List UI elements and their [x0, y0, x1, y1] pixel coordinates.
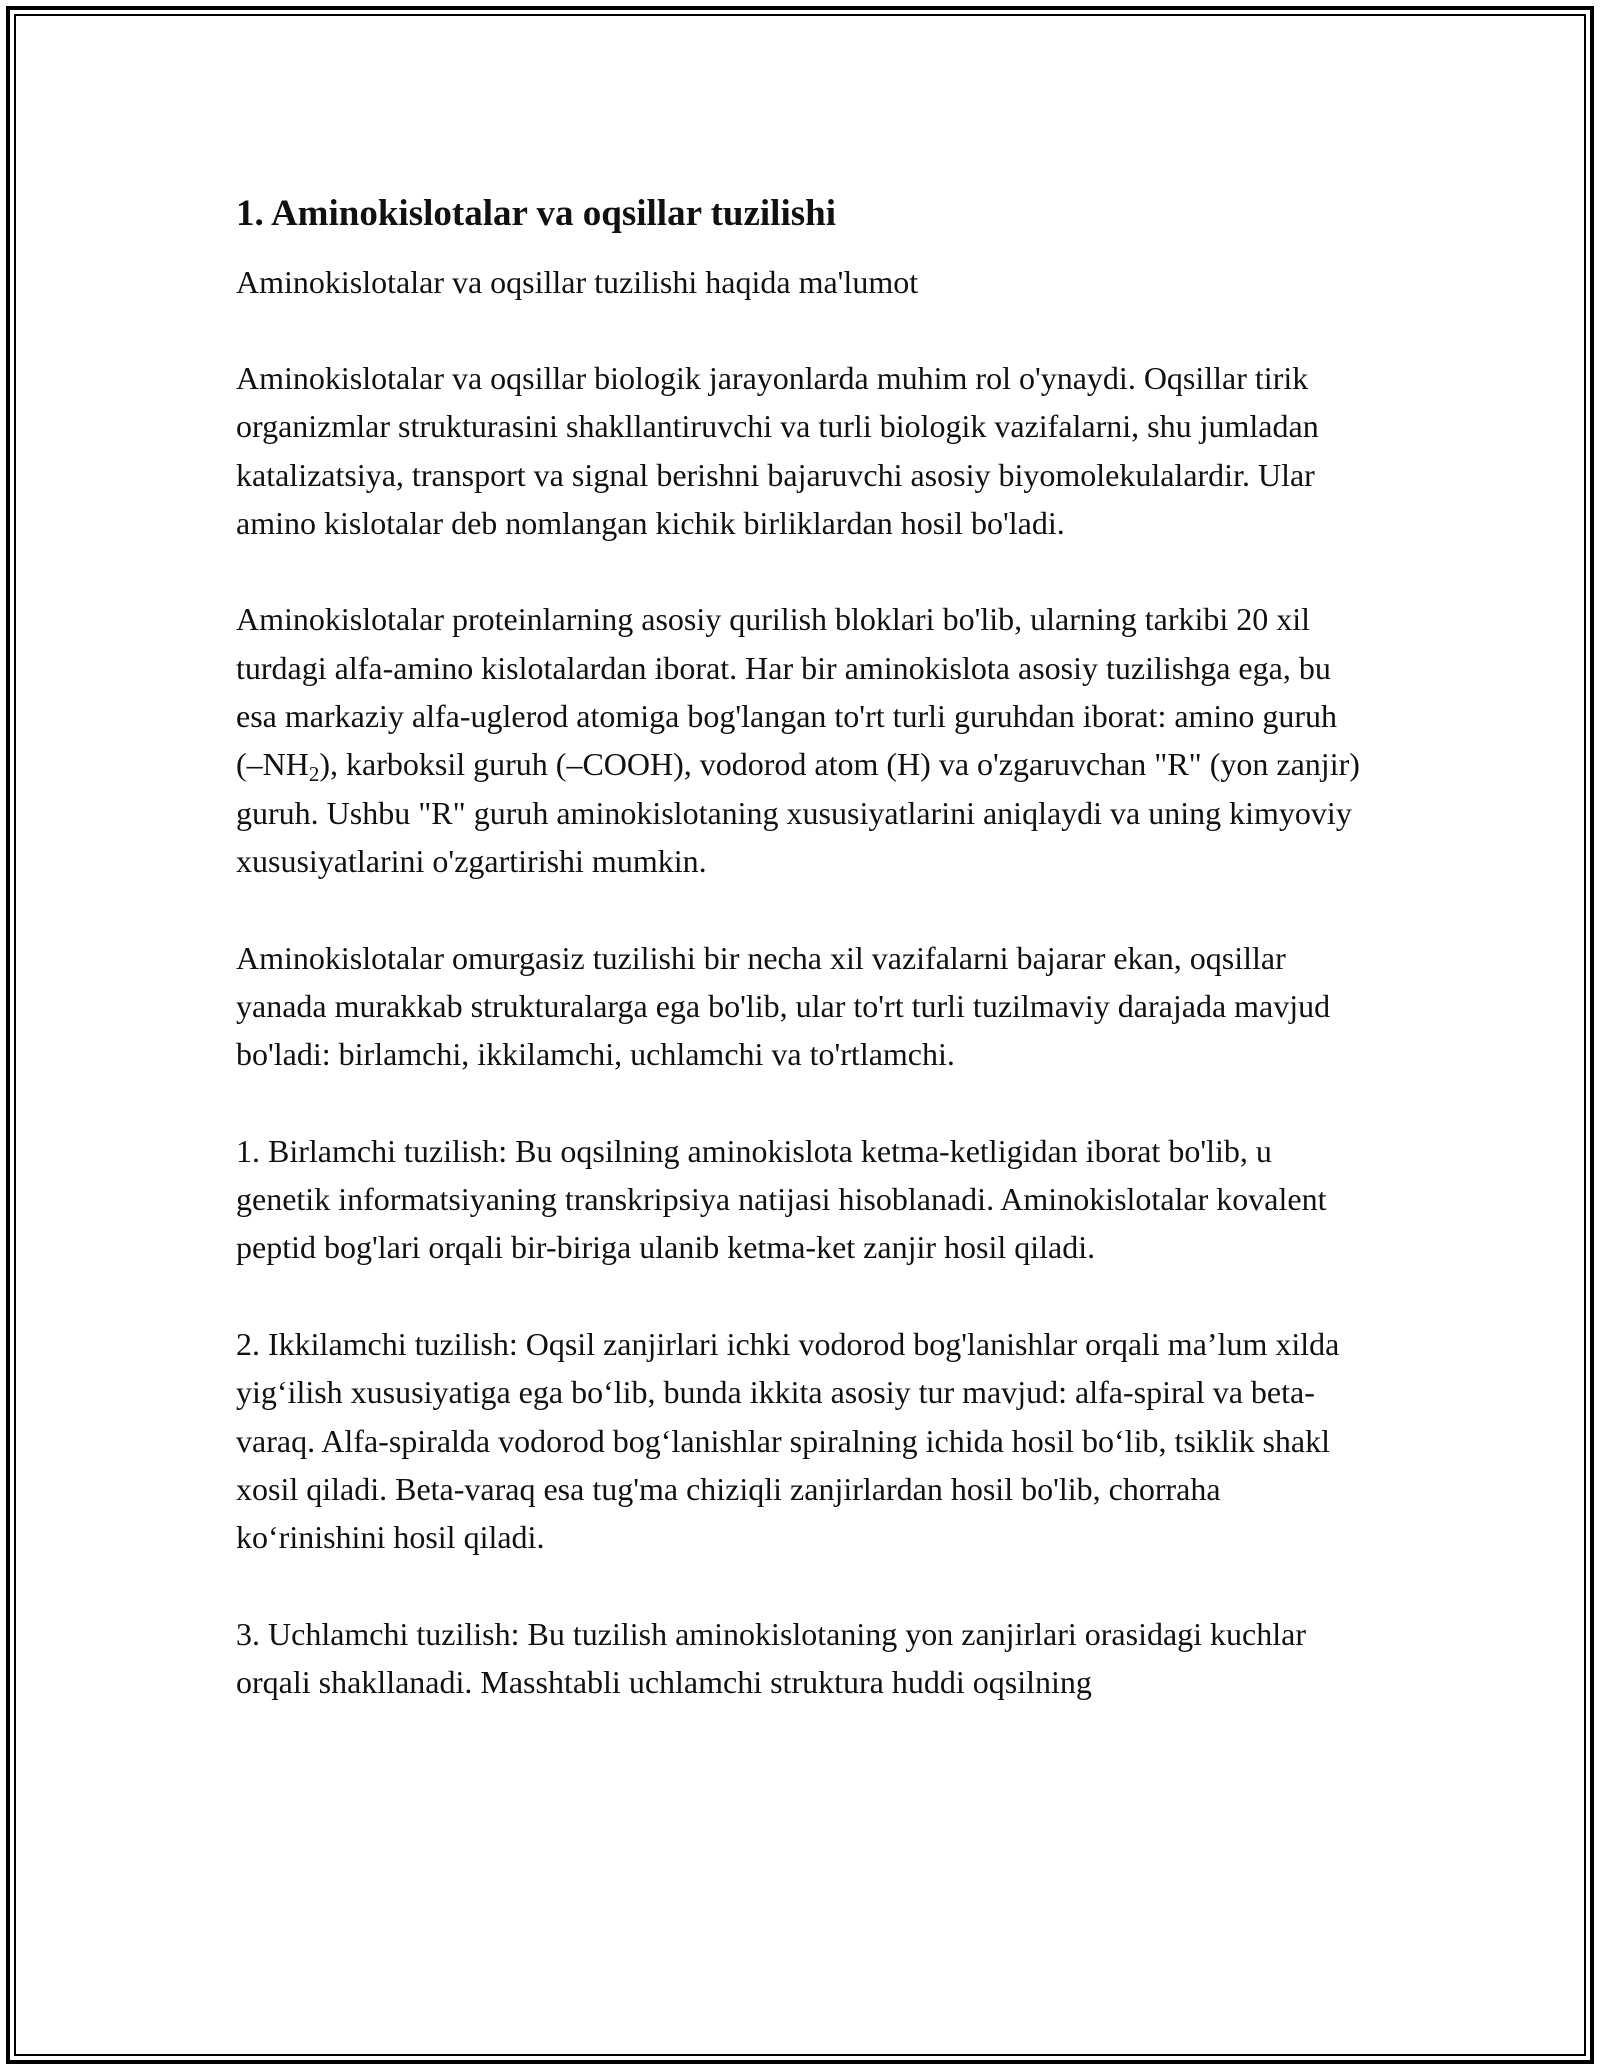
paragraph-text-before-subscript: Aminokislotalar proteinlarning asosiy qurilish bloklari bo'lib, ularning tarkibi 20 xil turdagi alfa-amino kislotalardan iborat. Har bir aminokislota asosiy tuzilishga ega, bu esa markaziy alfa-uglerod atomiga bog'langan to'rt turli guruhdan iborat: amino guruh (–NH — [236, 601, 1337, 783]
paragraph-amino-acids — [236, 595, 1366, 885]
document-title: 1. Aminokislotalar va oqsillar tuzilishi — [236, 193, 836, 234]
paragraph-intro: Aminokislotalar va oqsillar biologik jarayonlarda muhim rol o'ynaydi. Oqsillar tirik organizmlar strukturasini shakllantiruvchi va turli biologik vazifalarni, shu jumladan katalizatsiya, transport va signal berishni bajaruvchi asosiy biyomolekulalardir. Ular amino kislotalar deb nomlangan kichik birliklardan hosil bo'ladi. — [236, 360, 1319, 541]
subscript: 2 — [308, 762, 320, 787]
paragraph-protein-levels: Aminokislotalar omurgasiz tuzilishi bir necha xil vazifalarni bajarar ekan, oqsillar yanada murakkab strukturalarga ega bo'lib, ular to'rt turli tuzilmaviy darajada mavjud bo'ladi: birlamchi, ikkilamchi, uchlamchi va to'rtlamchi. — [236, 939, 1331, 1073]
paragraph-secondary-structure: 2. Ikkilamchi tuzilish: Oqsil zanjirlari ichki vodorod bog'lanishlar orqali ma’lum xilda yig‘ilish xususiyatiga ega bo‘lib, bunda ikkita asosiy tur mavjud: alfa-spiral va beta-varaq. Alfa-spiralda vodorod bog‘lanishlar spiralning ichida hosil bo‘lib, tsiklik shakl xosil qiladi. Beta-varaq esa tug'ma chiziqli zanjirlardan hosil bo'lib, chorraha ko‘rinishini hosil qiladi. — [236, 1325, 1340, 1556]
document-body — [236, 186, 1366, 1755]
paragraph-text-after-subscript: ), karboksil guruh (–COOH), vodorod atom (H) va o'zgaruvchan "R" (yon zanjir) guruh. Ushbu "R" guruh aminokislotaning xususiyatlarini aniqlaydi va uning kimyoviy xususiyatlarini o'zgartirishi mumkin. — [236, 746, 1360, 879]
paragraph-primary-structure: 1. Birlamchi tuzilish: Bu oqsilning aminokislota ketma-ketligidan iborat bo'lib, u genetik informatsiyaning transkripsiya natijasi hisoblanadi. Aminokislotalar kovalent peptid bog'lari orqali bir-biriga ulanib ketma-ket zanjir hosil qiladi. — [236, 1132, 1327, 1266]
document-subtitle: Aminokislotalar va oqsillar tuzilishi haqida ma'lumot — [236, 264, 919, 300]
paragraph-tertiary-structure: 3. Uchlamchi tuzilish: Bu tuzilish aminokislotaning yon zanjirlari orasidagi kuchlar orqali shakllanadi. Masshtabli uchlamchi struktura huddi oqsilning — [236, 1615, 1306, 1701]
